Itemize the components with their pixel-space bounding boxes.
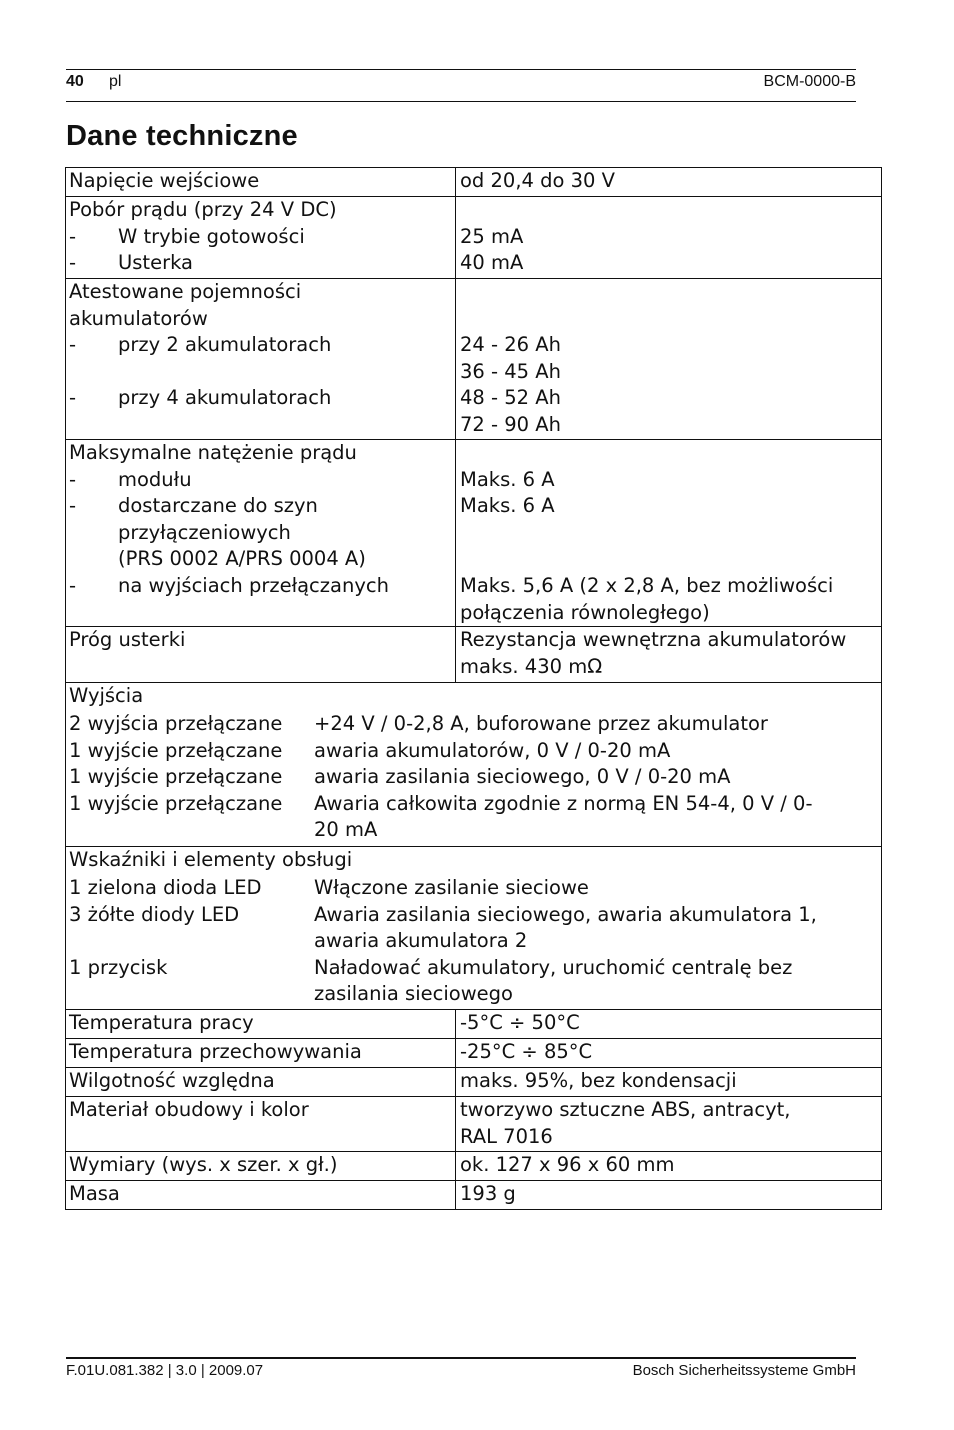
spec-label: akumulatorów [69,306,208,330]
spec-table [65,167,882,1210]
output-value: awaria zasilania sieciowego, 0 V / 0-20 mA [314,765,731,789]
indicator-value: awaria akumulatora 2 [314,929,528,953]
spec-label: Wymiary (wys. x szer. x gł.) [69,1153,338,1176]
row-storage-temp [66,1039,881,1068]
list-item [69,875,875,902]
indicator-value: Awaria zasilania sieciowego, awaria akumulatora 1, [314,902,817,926]
dash-bullet: - [69,251,77,275]
list-item [69,224,455,251]
spec-label: Wilgotność względna [69,1069,275,1092]
output-value: 20 mA [314,818,378,842]
row-mass [66,1181,881,1209]
output-label: 1 wyjście przełączane [69,765,283,789]
spec-sublabel: Usterka [118,251,193,275]
dash-bullet: - [69,224,77,248]
list-item [69,385,455,412]
footer-document-reference: F.01U.081.382 | 3.0 | 2009.07 [66,1362,264,1379]
row-input-voltage [66,168,881,197]
spec-label: Temperatura przechowywania [69,1040,362,1063]
row-fault-threshold [66,627,881,683]
spec-value: maks. 430 mΩ [460,654,603,678]
page-number: 40 [66,73,84,90]
spec-sublabel: modułu [118,467,192,491]
list-item [69,711,875,738]
spec-value: Maks. 6 A [460,494,555,518]
spec-value: tworzywo sztuczne ABS, antracyt, [460,1098,791,1121]
spec-value: maks. 95%, bez kondensacji [460,1069,737,1092]
output-value: +24 V / 0-2,8 A, buforowane przez akumulator [314,712,768,735]
header-bottom-rule [66,101,856,102]
spec-value: 36 - 45 Ah [460,359,561,383]
output-label: 1 wyjście przełączane [69,738,283,762]
spec-sublabel: przy 2 akumulatorach [118,333,332,357]
spec-value: RAL 7016 [460,1124,553,1148]
row-operating-temp [66,1010,881,1039]
language-code: pl [109,73,122,90]
indicator-label: 1 przycisk [69,955,168,979]
indicator-label: 3 żółte diody LED [69,902,240,926]
indicator-value: Włączone zasilanie sieciowe [314,876,589,899]
row-dimensions [66,1152,881,1181]
dash-bullet: - [69,573,77,597]
spec-sublabel: dostarczane do szyn [118,494,318,518]
spec-label: Napięcie wejściowe [69,169,260,192]
spec-value: ok. 127 x 96 x 60 mm [460,1153,675,1176]
spec-value: od 20,4 do 30 V [460,169,615,192]
spec-label: Temperatura pracy [69,1011,254,1034]
list-item [69,332,455,359]
spec-sublabel: przy 4 akumulatorach [118,386,332,410]
output-value: Awaria całkowita zgodnie z normą EN 54-4, 0 V / 0- [314,791,813,815]
spec-value: Rezystancja wewnętrzna akumulatorów [460,628,847,651]
spec-label: Masa [69,1182,120,1205]
spec-sublabel: na wyjściach przełączanych [118,573,389,597]
spec-sublabel: W trybie gotowości [118,224,305,248]
spec-label: Wyjścia [69,684,144,707]
spec-label: Materiał obudowy i kolor [69,1098,309,1121]
dash-bullet: - [69,467,77,491]
dash-bullet: - [69,386,77,410]
document-code: BCM-0000-B [763,73,856,90]
spec-sublabel: (PRS 0002 A/PRS 0004 A) [118,547,366,571]
footer-company-name: Bosch Sicherheitssysteme GmbH [632,1362,856,1379]
output-value: awaria akumulatorów, 0 V / 0-20 mA [314,738,671,762]
row-housing [66,1097,881,1152]
list-item [69,250,455,277]
list-item [69,573,455,600]
spec-label: Próg usterki [69,628,186,651]
header-top-rule [66,69,856,70]
row-max-current [66,440,881,627]
row-outputs [66,683,881,847]
spec-label: Pobór prądu (przy 24 V DC) [69,198,337,221]
indicator-value: Naładować akumulatory, uruchomić centralę bez [314,955,793,979]
list-item [69,902,875,955]
spec-value: 193 g [460,1182,516,1205]
spec-value: Maks. 5,6 A (2 x 2,8 A, bez możliwości [460,573,834,597]
list-item [69,493,455,573]
spec-sublabel: przyłączeniowych [118,520,291,544]
indicator-label: 1 zielona dioda LED [69,876,262,899]
spec-value: -25°C ÷ 85°C [460,1040,593,1063]
row-humidity [66,1068,881,1097]
dash-bullet: - [69,333,77,357]
spec-value: 72 - 90 Ah [460,412,561,436]
output-label: 2 wyjścia przełączane [69,712,283,735]
list-item [69,467,455,494]
spec-value: 48 - 52 Ah [460,386,561,410]
spec-label: Maksymalne natężenie prądu [69,441,357,464]
page-title: Dane techniczne [66,120,298,152]
spec-label: Atestowane pojemności [69,280,302,303]
spec-label: Wskaźniki i elementy obsługi [69,848,353,871]
spec-value: Maks. 6 A [460,467,555,491]
spec-value: 24 - 26 Ah [460,333,561,357]
list-item [69,955,875,1008]
row-batteries [66,279,881,440]
row-current-consumption [66,197,881,279]
spec-value: 25 mA [460,224,524,248]
list-item [69,738,875,765]
row-indicators [66,847,881,1010]
list-item [69,791,875,844]
indicator-value: zasilania sieciowego [314,982,513,1006]
spec-value: połączenia równoległego) [460,600,710,624]
dash-bullet: - [69,494,77,518]
footer-rule [66,1357,856,1359]
spec-value: -5°C ÷ 50°C [460,1011,580,1034]
spec-value: 40 mA [460,251,524,275]
list-item [69,764,875,791]
output-label: 1 wyjście przełączane [69,791,283,815]
